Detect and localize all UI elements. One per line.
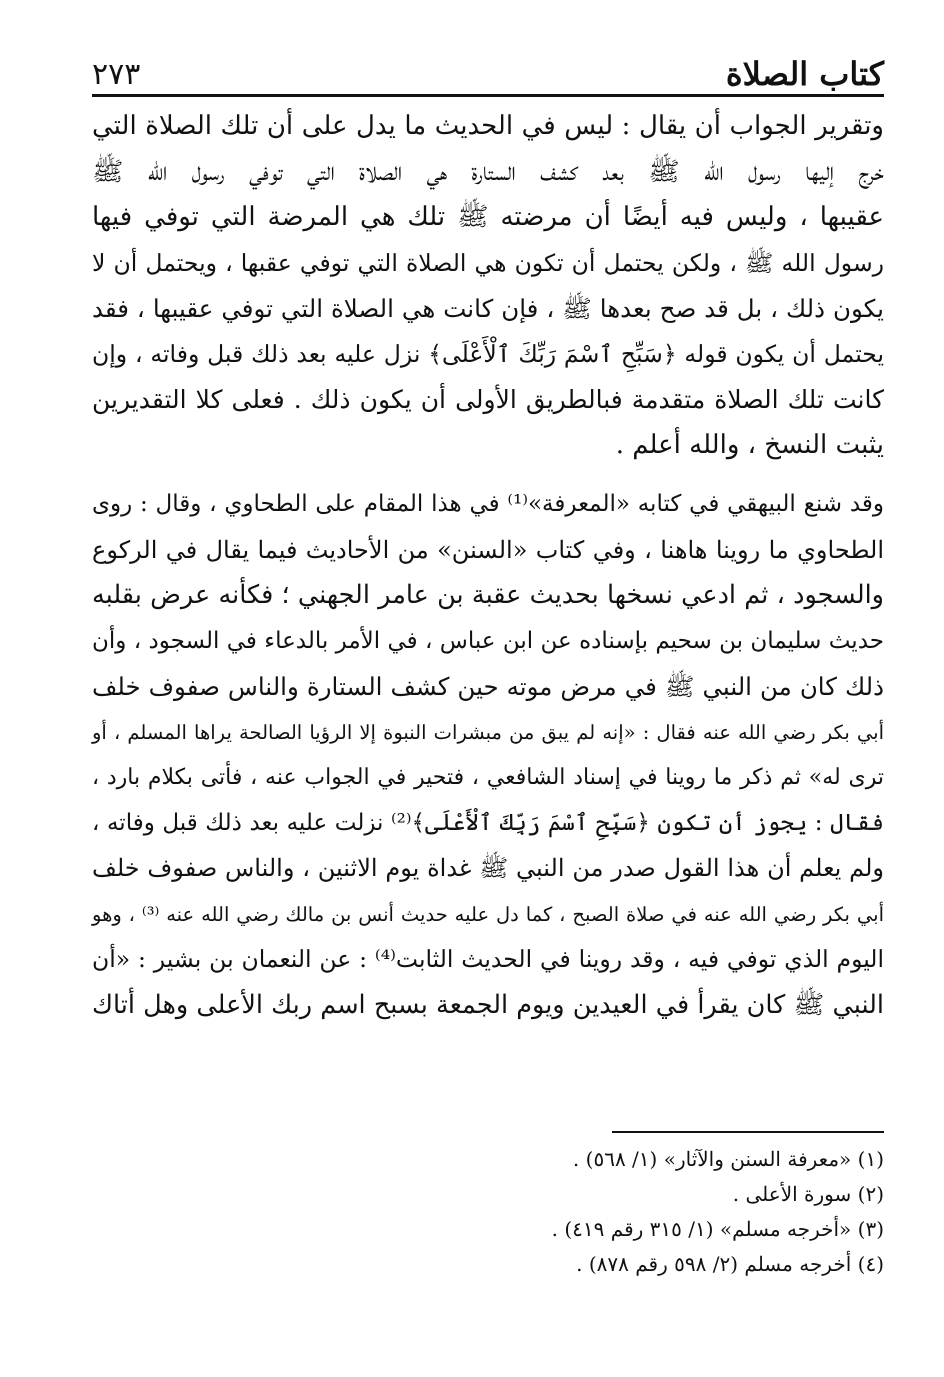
text-line: كانت تلك الصلاة متقدمة فبالطريق الأولى أن يكون ذلك . فعلى كلا التقديرين <box>92 385 884 414</box>
paragraph-2 <box>92 482 884 1028</box>
header-divider <box>92 94 884 97</box>
text-line: أبي بكر رضي الله عنه فقال : «إنه لم يبق من مبشرات النبوة إلا الرؤيا الصالحة يراها المسلم ، أو <box>92 720 884 744</box>
page-header <box>92 34 884 93</box>
text-line: عقيبها ، وليس فيه أيضًا أن مرضته ﷺ تلك هي المرضة التي توفي فيها <box>92 202 884 232</box>
text-line: والسجود ، ثم ادعي نسخها بحديث عقبة بن عامر الجهني ؛ فكأنه عرض بقلبه <box>92 580 884 610</box>
main-text <box>92 104 884 1042</box>
footnote-divider <box>612 1131 884 1133</box>
text-line: وقد شنع البيهقي في كتابه «المعرفة»⁽¹⁾ في هذا المقام على الطحاوي ، وقال : روى <box>92 491 885 517</box>
text-line: النبي ﷺ كان يقرأ في العيدين ويوم الجمعة بسبح اسم ربك الأعلى وهل أتاك <box>92 989 884 1020</box>
running-title: كتاب الصلاة <box>725 55 884 93</box>
text-line: حديث سليمان بن سحيم بإسناده عن ابن عباس ، في الأمر بالدعاء في السجود ، وأن <box>92 627 884 654</box>
footnote: (٣) «أخرجه مسلم» (١/ ٣١٥ رقم ٤١٩) . <box>551 1217 884 1241</box>
text-line: الطحاوي ما روينا هاهنا ، وفي كتاب «السنن» من الأحاديث فيما يقال في الركوع <box>92 535 884 564</box>
text-line: فقال : يجوز أن تكون ﴿سَبِّحِ ٱسْمَ رَبِّكَ ٱلْأَعْلَى﴾⁽²⁾ نزلت عليه بعد ذلك قبل وفاته ، <box>92 809 884 836</box>
text-line: ولم يعلم أن هذا القول صدر من النبي ﷺ غداة يوم الاثنين ، والناس صفوف خلف <box>92 854 885 882</box>
text-line: يكون ذلك ، بل قد صح بعدها ﷺ ، فإن كانت هي الصلاة التي توفي عقيبها ، فقد <box>92 294 884 323</box>
text-line: يثبت النسخ ، والله أعلم . <box>615 429 884 460</box>
text-line: اليوم الذي توفي فيه ، وقد روينا في الحديث الثابت⁽⁴⁾ : عن النعمان بن بشير : «أن <box>92 945 884 973</box>
footnote: (١) «معرفة السنن والآثار» (١/ ٥٦٨) . <box>572 1147 884 1171</box>
text-line: يحتمل أن يكون قوله ﴿سَبِّحِ ٱسْمَ رَبِّكَ ٱلْأَعْلَى﴾ نزل عليه بعد ذلك قبل وفاته ، وإن <box>92 339 884 368</box>
footnote: (٤) أخرجه مسلم (٢/ ٥٩٨ رقم ٨٧٨) . <box>576 1252 884 1276</box>
text-line: ذلك كان من النبي ﷺ في مرض موته حين كشف الستارة والناس صفوف خلف <box>92 672 884 701</box>
text-line: خرج إليها رسول الله ﷺ بعد كشف الستارة هي الصلاة التي توفي رسول الله ﷺ <box>92 156 884 187</box>
text-line: رسول الله ﷺ ، ولكن يحتمل أن تكون هي الصلاة التي توفي عقبها ، ويحتمل أن لا <box>92 248 884 277</box>
text-line: ترى له» ثم ذكر ما روينا في إسناد الشافعي ، فتحير في الجواب عنه ، فأتى بكلام بارد ، <box>92 765 884 790</box>
paragraph-1 <box>92 104 884 468</box>
page-number: ٢٧٣ <box>92 57 141 92</box>
text-line: أبي بكر رضي الله عنه في صلاة الصبح ، كما دل عليه حديث أنس بن مالك رضي الله عنه ⁽³⁾ ، وهو <box>92 902 884 926</box>
text-line: وتقرير الجواب أن يقال : ليس في الحديث ما يدل على أن تلك الصلاة التي <box>92 111 884 141</box>
footnote: (٢) سورة الأعلى . <box>732 1182 884 1206</box>
footnotes <box>92 1142 884 1282</box>
